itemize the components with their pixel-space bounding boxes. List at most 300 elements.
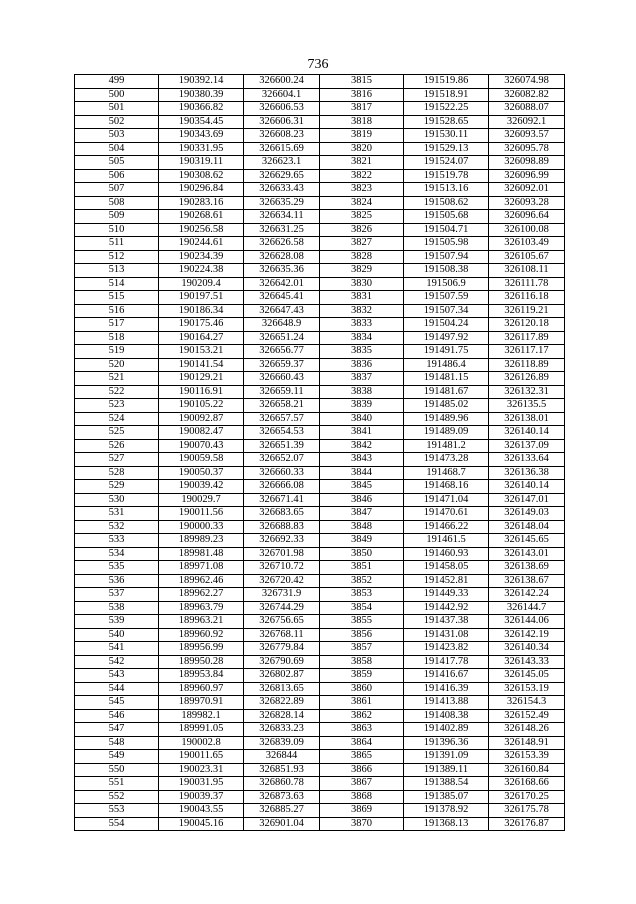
table-row <box>75 682 565 696</box>
x-coordinate-cell: 190331.95 <box>159 142 244 156</box>
y-coordinate-cell: 326136.38 <box>489 466 565 480</box>
x-coordinate-cell: 190141.54 <box>159 358 244 372</box>
x-coordinate-cell: 191529.13 <box>404 142 489 156</box>
y-coordinate-cell: 326802.87 <box>244 669 320 683</box>
x-coordinate-cell: 191513.16 <box>404 183 489 197</box>
y-coordinate-cell: 326822.89 <box>244 696 320 710</box>
point-number-cell: 3834 <box>320 331 404 345</box>
x-coordinate-cell: 190023.31 <box>159 763 244 777</box>
table-row <box>75 736 565 750</box>
table-row <box>75 264 565 278</box>
point-number-cell: 3859 <box>320 669 404 683</box>
y-coordinate-cell: 326111.78 <box>489 277 565 291</box>
point-number-cell: 3865 <box>320 750 404 764</box>
table-row <box>75 439 565 453</box>
y-coordinate-cell: 326671.41 <box>244 493 320 507</box>
point-number-cell: 3855 <box>320 615 404 629</box>
x-coordinate-cell: 191473.28 <box>404 453 489 467</box>
x-coordinate-cell: 189950.28 <box>159 655 244 669</box>
point-number-cell: 3862 <box>320 709 404 723</box>
point-number-cell: 506 <box>75 169 159 183</box>
y-coordinate-cell: 326635.36 <box>244 264 320 278</box>
table-row <box>75 142 565 156</box>
table-row <box>75 453 565 467</box>
table-row <box>75 237 565 251</box>
x-coordinate-cell: 191452.81 <box>404 574 489 588</box>
x-coordinate-cell: 191449.33 <box>404 588 489 602</box>
y-coordinate-cell: 326148.26 <box>489 723 565 737</box>
table-row <box>75 304 565 318</box>
point-number-cell: 530 <box>75 493 159 507</box>
x-coordinate-cell: 189981.48 <box>159 547 244 561</box>
y-coordinate-cell: 326628.08 <box>244 250 320 264</box>
x-coordinate-cell: 189970.91 <box>159 696 244 710</box>
point-number-cell: 3839 <box>320 399 404 413</box>
y-coordinate-cell: 326152.49 <box>489 709 565 723</box>
point-number-cell: 534 <box>75 547 159 561</box>
y-coordinate-cell: 326175.78 <box>489 804 565 818</box>
point-number-cell: 518 <box>75 331 159 345</box>
table-row <box>75 223 565 237</box>
y-coordinate-cell: 326779.84 <box>244 642 320 656</box>
y-coordinate-cell: 326120.18 <box>489 318 565 332</box>
x-coordinate-cell: 190164.27 <box>159 331 244 345</box>
x-coordinate-cell: 191378.92 <box>404 804 489 818</box>
y-coordinate-cell: 326652.07 <box>244 453 320 467</box>
x-coordinate-cell: 191368.13 <box>404 817 489 831</box>
y-coordinate-cell: 326170.25 <box>489 790 565 804</box>
table-row <box>75 277 565 291</box>
point-number-cell: 553 <box>75 804 159 818</box>
y-coordinate-cell: 326138.01 <box>489 412 565 426</box>
point-number-cell: 3818 <box>320 115 404 129</box>
point-number-cell: 3827 <box>320 237 404 251</box>
point-number-cell: 3829 <box>320 264 404 278</box>
x-coordinate-cell: 191431.08 <box>404 628 489 642</box>
point-number-cell: 3852 <box>320 574 404 588</box>
point-number-cell: 527 <box>75 453 159 467</box>
x-coordinate-cell: 190092.87 <box>159 412 244 426</box>
x-coordinate-cell: 191458.05 <box>404 561 489 575</box>
y-coordinate-cell: 326126.89 <box>489 372 565 386</box>
point-number-cell: 3824 <box>320 196 404 210</box>
y-coordinate-cell: 326731.9 <box>244 588 320 602</box>
y-coordinate-cell: 326873.63 <box>244 790 320 804</box>
y-coordinate-cell: 326634.11 <box>244 210 320 224</box>
x-coordinate-cell: 190129.21 <box>159 372 244 386</box>
table-row <box>75 196 565 210</box>
x-coordinate-cell: 191442.92 <box>404 601 489 615</box>
x-coordinate-cell: 191416.67 <box>404 669 489 683</box>
point-number-cell: 510 <box>75 223 159 237</box>
y-coordinate-cell: 326710.72 <box>244 561 320 575</box>
y-coordinate-cell: 326154.3 <box>489 696 565 710</box>
y-coordinate-cell: 326140.34 <box>489 642 565 656</box>
table-row <box>75 115 565 129</box>
table-row <box>75 331 565 345</box>
y-coordinate-cell: 326828.14 <box>244 709 320 723</box>
point-number-cell: 500 <box>75 88 159 102</box>
x-coordinate-cell: 191518.91 <box>404 88 489 102</box>
y-coordinate-cell: 326098.89 <box>489 156 565 170</box>
point-number-cell: 3858 <box>320 655 404 669</box>
y-coordinate-cell: 326140.14 <box>489 426 565 440</box>
point-number-cell: 3854 <box>320 601 404 615</box>
y-coordinate-cell: 326833.23 <box>244 723 320 737</box>
page-number: 736 <box>307 57 329 72</box>
point-number-cell: 526 <box>75 439 159 453</box>
point-number-cell: 3841 <box>320 426 404 440</box>
table-row <box>75 777 565 791</box>
x-coordinate-cell: 190000.33 <box>159 520 244 534</box>
y-coordinate-cell: 326860.78 <box>244 777 320 791</box>
y-coordinate-cell: 326160.84 <box>489 763 565 777</box>
table-row <box>75 588 565 602</box>
x-coordinate-cell: 189953.84 <box>159 669 244 683</box>
point-number-cell: 3856 <box>320 628 404 642</box>
point-number-cell: 529 <box>75 480 159 494</box>
y-coordinate-cell: 326744.29 <box>244 601 320 615</box>
x-coordinate-cell: 191408.38 <box>404 709 489 723</box>
x-coordinate-cell: 191528.65 <box>404 115 489 129</box>
point-number-cell: 3844 <box>320 466 404 480</box>
point-number-cell: 3850 <box>320 547 404 561</box>
table-row <box>75 534 565 548</box>
point-number-cell: 520 <box>75 358 159 372</box>
point-number-cell: 548 <box>75 736 159 750</box>
table-row <box>75 615 565 629</box>
x-coordinate-cell: 191481.67 <box>404 385 489 399</box>
point-number-cell: 3821 <box>320 156 404 170</box>
y-coordinate-cell: 326133.64 <box>489 453 565 467</box>
table-row <box>75 655 565 669</box>
x-coordinate-cell: 191396.36 <box>404 736 489 750</box>
x-coordinate-cell: 189962.46 <box>159 574 244 588</box>
table-row <box>75 520 565 534</box>
table-row <box>75 169 565 183</box>
table-row <box>75 480 565 494</box>
y-coordinate-cell: 326839.09 <box>244 736 320 750</box>
table-row <box>75 466 565 480</box>
y-coordinate-cell: 326147.01 <box>489 493 565 507</box>
y-coordinate-cell: 326604.1 <box>244 88 320 102</box>
table-row <box>75 75 565 89</box>
point-number-cell: 538 <box>75 601 159 615</box>
point-number-cell: 3860 <box>320 682 404 696</box>
y-coordinate-cell: 326666.08 <box>244 480 320 494</box>
y-coordinate-cell: 326606.31 <box>244 115 320 129</box>
point-number-cell: 525 <box>75 426 159 440</box>
x-coordinate-cell: 190209.4 <box>159 277 244 291</box>
point-number-cell: 505 <box>75 156 159 170</box>
y-coordinate-cell: 326103.49 <box>489 237 565 251</box>
point-number-cell: 3867 <box>320 777 404 791</box>
point-number-cell: 535 <box>75 561 159 575</box>
y-coordinate-cell: 326756.65 <box>244 615 320 629</box>
x-coordinate-cell: 190082.47 <box>159 426 244 440</box>
x-coordinate-cell: 191507.94 <box>404 250 489 264</box>
y-coordinate-cell: 326153.39 <box>489 750 565 764</box>
y-coordinate-cell: 326647.43 <box>244 304 320 318</box>
x-coordinate-cell: 191481.15 <box>404 372 489 386</box>
point-number-cell: 3863 <box>320 723 404 737</box>
point-number-cell: 3843 <box>320 453 404 467</box>
x-coordinate-cell: 190244.61 <box>159 237 244 251</box>
point-number-cell: 551 <box>75 777 159 791</box>
x-coordinate-cell: 191470.61 <box>404 507 489 521</box>
y-coordinate-cell: 326074.98 <box>489 75 565 89</box>
point-number-cell: 3837 <box>320 372 404 386</box>
point-number-cell: 517 <box>75 318 159 332</box>
point-number-cell: 3857 <box>320 642 404 656</box>
point-number-cell: 514 <box>75 277 159 291</box>
y-coordinate-cell: 326105.67 <box>489 250 565 264</box>
y-coordinate-cell: 326648.9 <box>244 318 320 332</box>
point-number-cell: 537 <box>75 588 159 602</box>
x-coordinate-cell: 189971.08 <box>159 561 244 575</box>
x-coordinate-cell: 189991.05 <box>159 723 244 737</box>
y-coordinate-cell: 326657.57 <box>244 412 320 426</box>
y-coordinate-cell: 326885.27 <box>244 804 320 818</box>
point-number-cell: 3847 <box>320 507 404 521</box>
y-coordinate-cell: 326658.21 <box>244 399 320 413</box>
x-coordinate-cell: 191402.89 <box>404 723 489 737</box>
y-coordinate-cell: 326720.42 <box>244 574 320 588</box>
x-coordinate-cell: 191391.09 <box>404 750 489 764</box>
table-row <box>75 601 565 615</box>
x-coordinate-cell: 191485.02 <box>404 399 489 413</box>
table-row <box>75 790 565 804</box>
x-coordinate-cell: 191504.24 <box>404 318 489 332</box>
x-coordinate-cell: 190116.91 <box>159 385 244 399</box>
x-coordinate-cell: 191491.75 <box>404 345 489 359</box>
y-coordinate-cell: 326660.33 <box>244 466 320 480</box>
point-number-cell: 3845 <box>320 480 404 494</box>
point-number-cell: 501 <box>75 102 159 116</box>
table-row <box>75 709 565 723</box>
point-number-cell: 544 <box>75 682 159 696</box>
x-coordinate-cell: 191504.71 <box>404 223 489 237</box>
point-number-cell: 509 <box>75 210 159 224</box>
y-coordinate-cell: 326606.53 <box>244 102 320 116</box>
table-row <box>75 547 565 561</box>
y-coordinate-cell: 326117.89 <box>489 331 565 345</box>
y-coordinate-cell: 326142.24 <box>489 588 565 602</box>
table-row <box>75 358 565 372</box>
point-number-cell: 3828 <box>320 250 404 264</box>
y-coordinate-cell: 326092.1 <box>489 115 565 129</box>
x-coordinate-cell: 191524.07 <box>404 156 489 170</box>
point-number-cell: 524 <box>75 412 159 426</box>
y-coordinate-cell: 326768.11 <box>244 628 320 642</box>
y-coordinate-cell: 326844 <box>244 750 320 764</box>
x-coordinate-cell: 191497.92 <box>404 331 489 345</box>
x-coordinate-cell: 191489.09 <box>404 426 489 440</box>
x-coordinate-cell: 191466.22 <box>404 520 489 534</box>
point-number-cell: 541 <box>75 642 159 656</box>
x-coordinate-cell: 191413.88 <box>404 696 489 710</box>
y-coordinate-cell: 326642.01 <box>244 277 320 291</box>
table-row <box>75 763 565 777</box>
point-number-cell: 3822 <box>320 169 404 183</box>
x-coordinate-cell: 191519.78 <box>404 169 489 183</box>
point-number-cell: 519 <box>75 345 159 359</box>
point-number-cell: 3836 <box>320 358 404 372</box>
point-number-cell: 3870 <box>320 817 404 831</box>
point-number-cell: 499 <box>75 75 159 89</box>
y-coordinate-cell: 326145.05 <box>489 669 565 683</box>
point-number-cell: 542 <box>75 655 159 669</box>
table-row <box>75 291 565 305</box>
table-row <box>75 250 565 264</box>
table-row <box>75 804 565 818</box>
point-number-cell: 3820 <box>320 142 404 156</box>
y-coordinate-cell: 326683.65 <box>244 507 320 521</box>
point-number-cell: 3851 <box>320 561 404 575</box>
table-row <box>75 507 565 521</box>
table-row <box>75 102 565 116</box>
y-coordinate-cell: 326142.19 <box>489 628 565 642</box>
point-number-cell: 554 <box>75 817 159 831</box>
point-number-cell: 3817 <box>320 102 404 116</box>
x-coordinate-cell: 191471.04 <box>404 493 489 507</box>
y-coordinate-cell: 326660.43 <box>244 372 320 386</box>
table-row <box>75 412 565 426</box>
x-coordinate-cell: 191505.68 <box>404 210 489 224</box>
point-number-cell: 3864 <box>320 736 404 750</box>
point-number-cell: 513 <box>75 264 159 278</box>
x-coordinate-cell: 190366.82 <box>159 102 244 116</box>
x-coordinate-cell: 189962.27 <box>159 588 244 602</box>
point-number-cell: 533 <box>75 534 159 548</box>
y-coordinate-cell: 326148.04 <box>489 520 565 534</box>
x-coordinate-cell: 191508.38 <box>404 264 489 278</box>
y-coordinate-cell: 326626.58 <box>244 237 320 251</box>
y-coordinate-cell: 326176.87 <box>489 817 565 831</box>
point-number-cell: 3868 <box>320 790 404 804</box>
point-number-cell: 503 <box>75 129 159 143</box>
point-number-cell: 543 <box>75 669 159 683</box>
x-coordinate-cell: 190059.58 <box>159 453 244 467</box>
y-coordinate-cell: 326092.01 <box>489 183 565 197</box>
coordinates-table <box>74 74 565 831</box>
x-coordinate-cell: 191507.34 <box>404 304 489 318</box>
x-coordinate-cell: 191468.16 <box>404 480 489 494</box>
point-number-cell: 539 <box>75 615 159 629</box>
point-number-cell: 522 <box>75 385 159 399</box>
y-coordinate-cell: 326082.82 <box>489 88 565 102</box>
table-row <box>75 318 565 332</box>
point-number-cell: 536 <box>75 574 159 588</box>
x-coordinate-cell: 190343.69 <box>159 129 244 143</box>
point-number-cell: 512 <box>75 250 159 264</box>
x-coordinate-cell: 191385.07 <box>404 790 489 804</box>
y-coordinate-cell: 326654.53 <box>244 426 320 440</box>
y-coordinate-cell: 326692.33 <box>244 534 320 548</box>
point-number-cell: 532 <box>75 520 159 534</box>
y-coordinate-cell: 326119.21 <box>489 304 565 318</box>
table-row <box>75 696 565 710</box>
x-coordinate-cell: 191506.9 <box>404 277 489 291</box>
x-coordinate-cell: 189956.99 <box>159 642 244 656</box>
point-number-cell: 3826 <box>320 223 404 237</box>
point-number-cell: 546 <box>75 709 159 723</box>
x-coordinate-cell: 190070.43 <box>159 439 244 453</box>
x-coordinate-cell: 190308.62 <box>159 169 244 183</box>
point-number-cell: 515 <box>75 291 159 305</box>
y-coordinate-cell: 326135.5 <box>489 399 565 413</box>
x-coordinate-cell: 191389.11 <box>404 763 489 777</box>
y-coordinate-cell: 326144.7 <box>489 601 565 615</box>
point-number-cell: 3825 <box>320 210 404 224</box>
y-coordinate-cell: 326116.18 <box>489 291 565 305</box>
y-coordinate-cell: 326688.83 <box>244 520 320 534</box>
y-coordinate-cell: 326143.33 <box>489 655 565 669</box>
x-coordinate-cell: 191508.62 <box>404 196 489 210</box>
y-coordinate-cell: 326149.03 <box>489 507 565 521</box>
point-number-cell: 540 <box>75 628 159 642</box>
y-coordinate-cell: 326631.25 <box>244 223 320 237</box>
x-coordinate-cell: 190256.58 <box>159 223 244 237</box>
y-coordinate-cell: 326635.29 <box>244 196 320 210</box>
y-coordinate-cell: 326168.66 <box>489 777 565 791</box>
y-coordinate-cell: 326145.65 <box>489 534 565 548</box>
x-coordinate-cell: 189982.1 <box>159 709 244 723</box>
x-coordinate-cell: 191481.2 <box>404 439 489 453</box>
point-number-cell: 545 <box>75 696 159 710</box>
x-coordinate-cell: 190283.16 <box>159 196 244 210</box>
point-number-cell: 531 <box>75 507 159 521</box>
y-coordinate-cell: 326813.65 <box>244 682 320 696</box>
table-row <box>75 426 565 440</box>
x-coordinate-cell: 191522.25 <box>404 102 489 116</box>
x-coordinate-cell: 190380.39 <box>159 88 244 102</box>
table-row <box>75 399 565 413</box>
y-coordinate-cell: 326117.17 <box>489 345 565 359</box>
table-row <box>75 345 565 359</box>
x-coordinate-cell: 190153.21 <box>159 345 244 359</box>
x-coordinate-cell: 191505.98 <box>404 237 489 251</box>
point-number-cell: 507 <box>75 183 159 197</box>
x-coordinate-cell: 189963.79 <box>159 601 244 615</box>
x-coordinate-cell: 190268.61 <box>159 210 244 224</box>
table-row <box>75 750 565 764</box>
point-number-cell: 504 <box>75 142 159 156</box>
table-row <box>75 210 565 224</box>
point-number-cell: 3853 <box>320 588 404 602</box>
x-coordinate-cell: 190296.84 <box>159 183 244 197</box>
point-number-cell: 3846 <box>320 493 404 507</box>
point-number-cell: 3861 <box>320 696 404 710</box>
x-coordinate-cell: 191437.38 <box>404 615 489 629</box>
y-coordinate-cell: 326132.31 <box>489 385 565 399</box>
x-coordinate-cell: 190039.42 <box>159 480 244 494</box>
y-coordinate-cell: 326633.43 <box>244 183 320 197</box>
x-coordinate-cell: 191489.96 <box>404 412 489 426</box>
y-coordinate-cell: 326088.07 <box>489 102 565 116</box>
point-number-cell: 508 <box>75 196 159 210</box>
point-number-cell: 3815 <box>320 75 404 89</box>
x-coordinate-cell: 190011.65 <box>159 750 244 764</box>
y-coordinate-cell: 326138.69 <box>489 561 565 575</box>
point-number-cell: 3833 <box>320 318 404 332</box>
x-coordinate-cell: 191519.86 <box>404 75 489 89</box>
point-number-cell: 3838 <box>320 385 404 399</box>
x-coordinate-cell: 189989.23 <box>159 534 244 548</box>
x-coordinate-cell: 190354.45 <box>159 115 244 129</box>
x-coordinate-cell: 190105.22 <box>159 399 244 413</box>
point-number-cell: 550 <box>75 763 159 777</box>
